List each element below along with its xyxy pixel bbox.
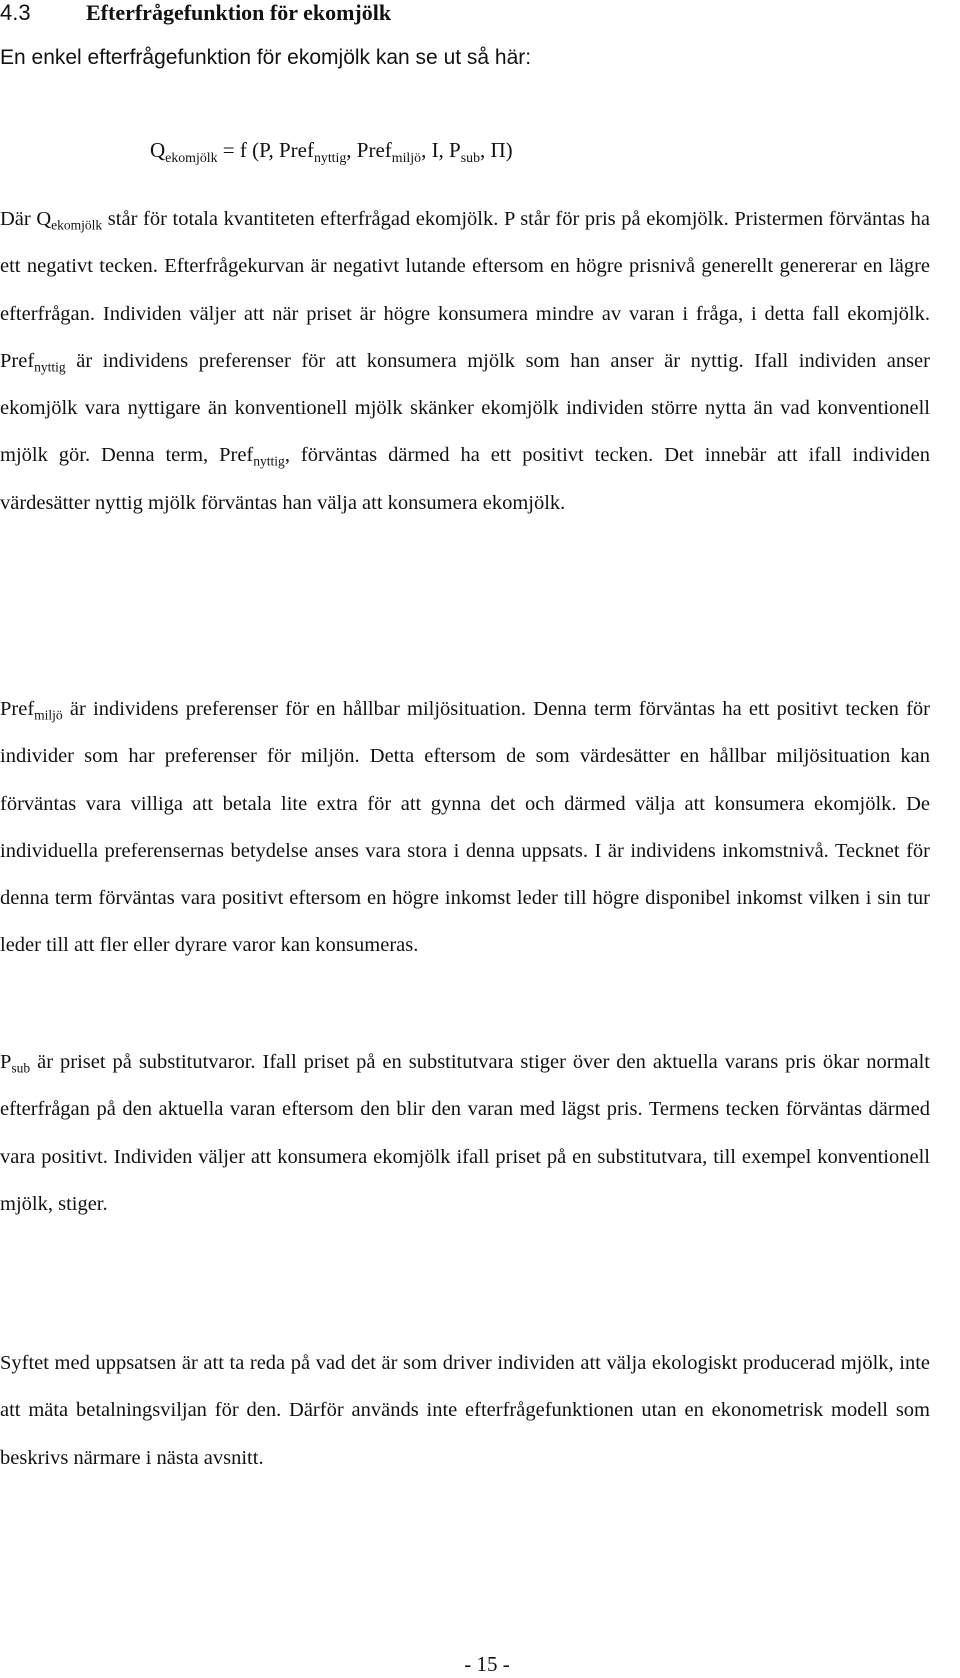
text-run: Syftet med uppsatsen är att ta reda på vad det är som driver individen att välja ekologiskt producerad mjölk, inte att mäta betalningsviljan för den. Därför används inte efterfrågefunktionen utan en ekonometrisk modell som beskrivs närmare i nästa avsnitt. <box>0 1352 930 1469</box>
section-number: 4.3 <box>0 0 31 25</box>
subscript: sub <box>11 1060 31 1076</box>
formula-lhs: Q <box>150 138 166 162</box>
subscript: ekomjölk <box>51 217 103 233</box>
demand-function-formula <box>150 136 513 164</box>
formula-subscript: sub <box>460 149 481 165</box>
text-run: är individens preferenser för att konsumera mjölk som han anser är nyttig. Ifall individen anser ekomjölk vara nyttigare än konventionell mjölk skänker ekomjölk individen större nytta än vad konventionell mjölk gör. Denna term, Pref <box>0 349 930 467</box>
paragraph-substitutes <box>0 1039 930 1228</box>
section-heading <box>0 0 391 26</box>
formula-part: , I, P <box>421 138 461 162</box>
paragraph-environment <box>0 686 930 970</box>
formula-part: , Pref <box>346 138 392 162</box>
formula-subscript: nyttig <box>313 149 347 165</box>
subscript: nyttig <box>34 359 66 375</box>
text-run: P <box>0 1051 12 1073</box>
paragraph-variables <box>0 196 930 527</box>
intro-text: En enkel efterfrågefunktion för ekomjölk kan se ut så här: <box>0 46 532 69</box>
subscript: miljö <box>34 707 63 723</box>
page-number: - 15 - <box>464 1652 510 1676</box>
formula-part: = f (P, Pref <box>217 138 314 162</box>
text-run: Där Q <box>0 208 52 230</box>
formula-subscript: miljö <box>391 149 422 165</box>
subscript: nyttig <box>253 454 285 470</box>
text-run: , förväntas därmed ha ett positivt tecken. Det innebär att ifall individen värdesätter nyttig mjölk förväntas han välja att konsumera ekomjölk. <box>0 444 930 514</box>
formula-lhs-subscript: ekomjölk <box>165 149 218 165</box>
text-run: Pref <box>0 698 35 720</box>
section-title: Efterfrågefunktion för ekomjölk <box>86 0 392 25</box>
text-run: är individens preferenser för en hållbar miljösituation. Denna term förväntas ha ett positivt tecken för individer som har preferenser för miljön. Detta eftersom de som värdesätter en hållbar miljösituation kan förväntas vara villiga att betala lite extra för att gynna det och därmed välja att konsumera ekomjölk. De individuella preferensernas betydelse anses vara stora i denna uppsats. I är individens inkomstnivå. Tecknet för denna term förväntas vara positivt eftersom en högre inkomst leder till högre disponibel inkomst vilken i sin tur leder till att fler eller dyrare varor kan konsumeras. <box>0 698 930 957</box>
text-run: är priset på substitutvaror. Ifall priset på en substitutvara stiger över den aktuella varans pris ökar normalt efterfrågan på den aktuella varan eftersom den blir den varan med lägst pris. Termens tecken förväntas därmed vara positivt. Individen väljer att konsumera ekomjölk ifall priset på en substitutvara, till exempel konventionell mjölk, stiger. <box>0 1051 930 1215</box>
paragraph-purpose <box>0 1340 930 1482</box>
formula-part: , Π) <box>480 138 513 162</box>
text-run: står för totala kvantiteten efterfrågad ekomjölk. P står för pris på ekomjölk. Pristermen förväntas ha ett negativt tecken. Efterfrågekurvan är negativt lutande eftersom en högre prisnivå generellt genererar en lägre efterfrågan. Individen väljer att när priset är högre konsumera mindre av varan i fråga, i detta fall ekomjölk. Pref <box>0 208 930 372</box>
